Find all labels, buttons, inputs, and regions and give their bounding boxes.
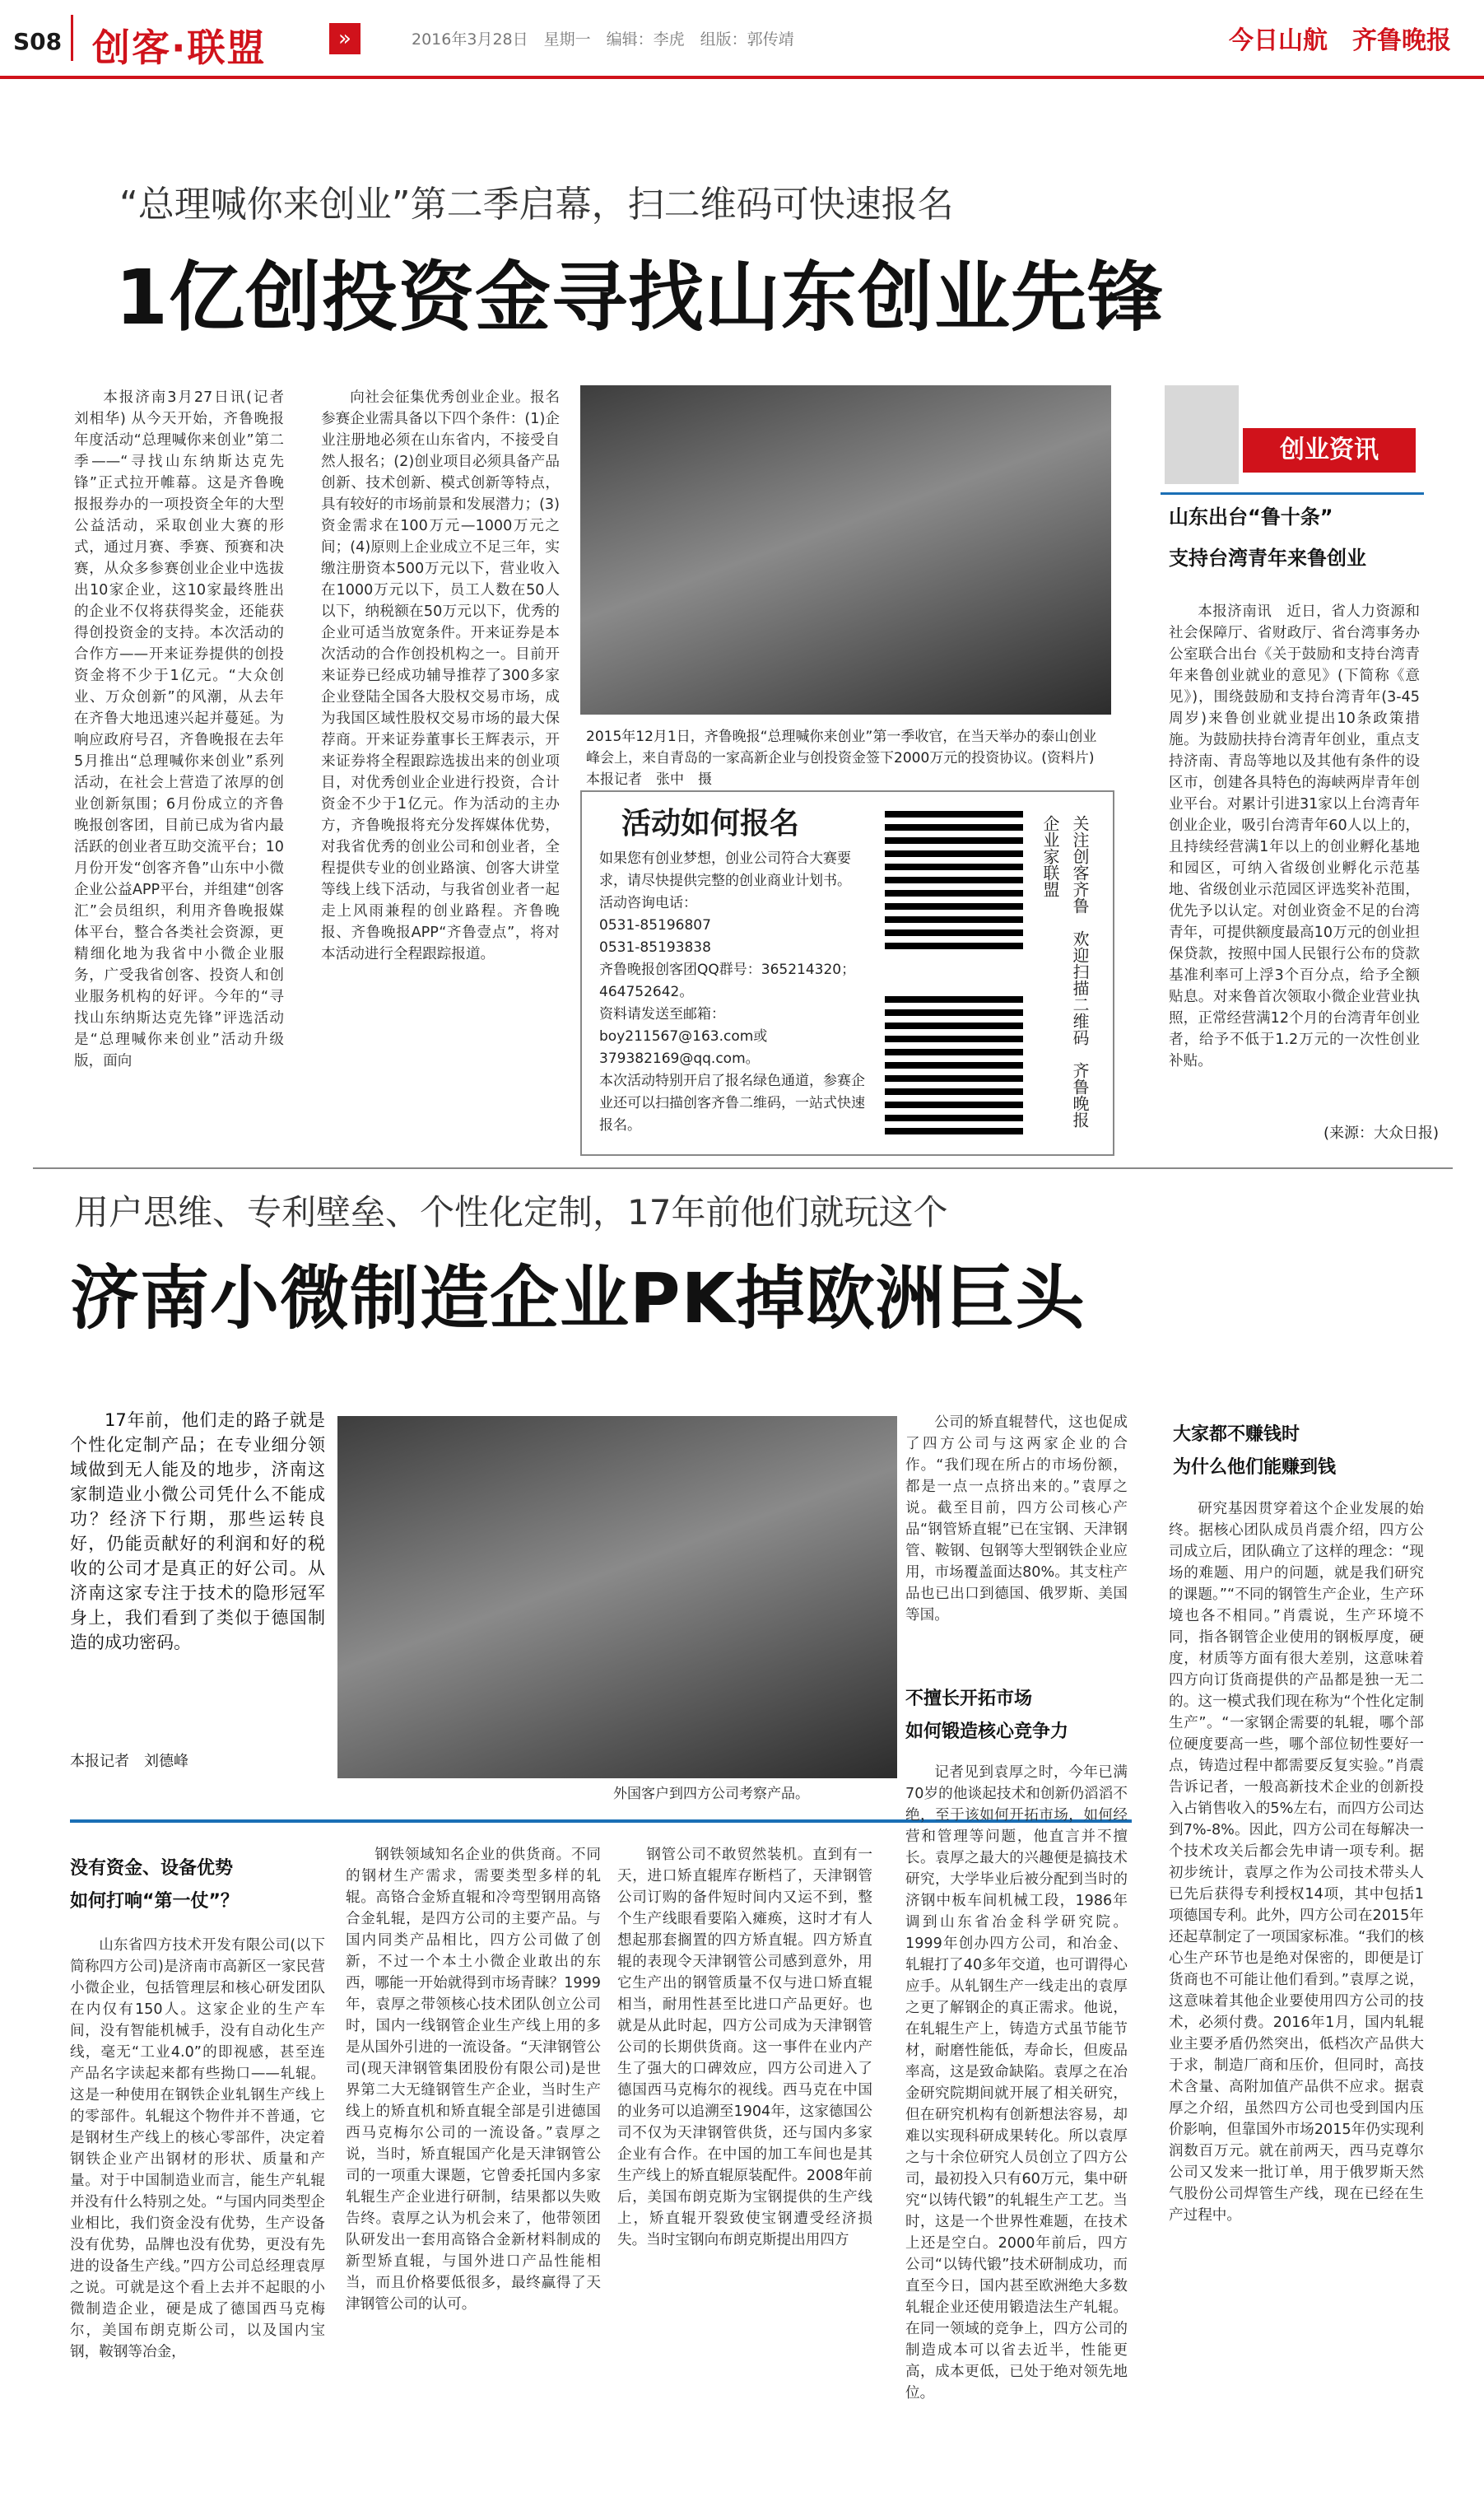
article1-col1: 本报济南3月27日讯(记者 刘相华) 从今天开始，齐鲁晚报年度活动“总理喊你来创业”第二季——“寻找山东纳斯达克先锋”正式拉开帷幕。这是齐鲁晚报报券办的一项投资全年的大型公益活动，采取创业大赛的形式，通过月赛、季赛、预赛和决赛，从众多参赛创业企业中选拔出10家企业，这10家最终胜出的企业不仅将获得奖金，还能获得创投资金的支持。本次活动的合作方——开来证券提供的创投资金将不少于1亿元。“大众创业、万众创新”的风潮，从去年在齐鲁大地迅速兴起并蔓延。为响应政府号召，齐鲁晚报在去年5月推出“总理喊你来创业”系列活动，在社会上营造了浓厚的创业创新氛围；6月份成立的齐鲁晚报创客团，目前已成为省内最活跃的创业者互助交流平台；10月份开发“创客齐鲁”山东中小微企业公益APP平台，并组建“创客汇”会员组织，利用齐鲁晚报媒体平台，整合各类社会资源，更精细化地为我省中小微企业服务，广受我省创客、投资人和创业服务机构的好评。今年的“寻找山东纳斯达克先锋”评选活动是“总理喊你来创业”活动升级版，面向 (74, 389, 284, 1069)
article2-low-col3: 钢管公司不敢贸然装机。直到有一天，进口矫直辊库存断档了，天津钢管公司订购的备件短时间内又运不到，整个生产线眼看要陷入瘫痪，这时才有人想起那套搁置的四方矫直辊。四方矫直辊的表现令天津钢管公司感到意外，用它生产出的钢管质量不仅与进口矫直辊相当，耐用性甚至比进口产品更好。也就是从此时起，四方公司成为天津钢管公司的长期供货商。这一事件在业内产生了强大的口碑效应，四方公司进入了德国西马克梅尔的视线。西马克在中国的业务可以追溯至1904年，这家德国公司不仅为天津钢管供货，还与国内多家企业有合作。在中国的加工车间也是其生产线上的矫直辊原装配件。2008年前后，美国布朗克斯为宝钢提供的生产线上，矫直辊开裂致使宝钢遭受经济损失。当时宝钢向布朗克斯提出用四方 (617, 1847, 872, 2248)
sub1-line2: 如何锻造核心竞争力 (905, 1721, 1069, 1742)
article1-kicker: “总理喊你来创业”第二季启幕，扫二维码可快速报名 (119, 184, 954, 226)
badge-figure-icon (1165, 385, 1239, 484)
article1-col2: 向社会征集优秀创业企业。报名参赛企业需具备以下四个条件：(1)企业注册地必须在山东省内，不接受自然人报名；(2)创业项目必须具备产品创新、技术创新、模式创新等特点，具有较好的市场前景和发展潜力；(3)资金需求在100万元—1000万元之间；(4)原则上企业成立不足三年，实缴注册资本500万元以下，营业收入在1000万元以下，员工人数在50人以下，纳税额在50万元以下，优秀的企业可适当放宽条件。开来证券是本次活动的合作创投机构之一。目前开来证券已经成功辅导推荐了300多家企业登陆全国各大股权交易市场，成为我国区域性股权交易市场的最大保荐商。开来证券董事长王辉表示，开来证券将全程跟踪选拔出来的创业项目，对优秀创业企业进行投资，合计资金不少于1亿元。作为活动的主办方，齐鲁晚报将充分发挥媒体优势，对我省优秀的创业公司和创业者，全程提供专业的创业路演、创客大讲堂等线上线下活动，与我省创业者一起走上风雨兼程的创业路程。齐鲁晚报、齐鲁晚报APP“齐鲁壹点”，将对本活动进行全程跟踪报道。 (321, 389, 560, 962)
qr-code-alliance[interactable] (885, 996, 1023, 1134)
article2-lead: 17年前，他们走的路子就是个性化定制产品；在专业细分领域做到无人能及的地步，济南这家制造业小微公司凭什么不能成功？经济下行期，那些运转良好，仍能贡献好的利润和好的税收的公司才是真正的好公司。从济南这家专注于技术的隐形冠军身上，我们看到了类似于德国制造的成功密码。 (70, 1410, 325, 1652)
header-rule (0, 76, 1484, 79)
section-divider (33, 1167, 1453, 1169)
sidebar-rule (1161, 492, 1424, 495)
header-divider (71, 15, 73, 61)
article2-byline: 本报记者 刘德峰 (70, 1753, 188, 1770)
sub1-line1: 不擅长开拓市场 (905, 1689, 1033, 1709)
factory-photo (337, 1416, 897, 1778)
sidebar-title2: 支持台湾青年来鲁创业 (1169, 547, 1366, 570)
signup-text: 如果您有创业梦想，创业公司符合大赛要求，请尽快提供完整的创业商业计划书。 活动咨询电话： 0531-85196807 0531-85193838 齐鲁晚报创客团QQ群号：365214320；464752642。 资料请发送至邮箱：boy211567@163.com或379382169@qq.com。 本次活动特别开启了报名绿色通道，参赛企业还可以扫描创客齐鲁二维码，一站式快速报名。 (599, 850, 865, 1134)
section-title: 创客·联盟 (92, 26, 267, 70)
signup-title: 活动如何报名 (621, 807, 800, 841)
sub2-line1: 大家都不赚钱时 (1173, 1424, 1300, 1445)
date-info: 2016年3月28日 星期一 编辑：李虎 组版：郭传靖 (412, 30, 794, 49)
double-chevron-icon: » (329, 23, 361, 54)
factory-photo-caption: 外国客户到四方公司考察产品。 (613, 1786, 809, 1802)
article2-kicker: 用户思维、专利壁垒、个性化定制，17年前他们就玩这个 (74, 1192, 948, 1232)
summit-photo-caption: 2015年12月1日，齐鲁晚报“总理喊你来创业”第一季收官，在当天举办的泰山创业峰会上，来自青岛的一家高新企业与创投资金签下2000万元的投资协议。(资料片) 本报记者 张中 摄 (586, 729, 1123, 788)
article2-low-col2: 钢铁领域知名企业的供货商。不同的钢材生产需求，需要类型多样的轧辊。高铬合金矫直辊和冷弯型钢用高铬合金轧辊，是四方公司的主要产品。与国内同类产品相比，四方公司做了创新，不过一个本土小微企业敢出的东西，哪能一开始就得到市场青睐？1999年，袁厚之带领核心技术团队创立公司时，国内一线钢管企业生产线上用的多是从国外引进的一流设备。“天津钢管公司(现天津钢管集团股份有限公司)是世界第二大无缝钢管生产企业，当时生产线上的矫直机和矫直辊全部是引进德国西马克梅尔公司的一流设备。”袁厚之说，当时，矫直辊国产化是天津钢管公司的一项重大课题，它曾委托国内多家轧辊生产企业进行研制，结果都以失败告终。袁厚之认为机会来了，他带领团队研发出一套用高铬合金新材料制成的新型矫直辊，与国外进口产品性能相当，而且价格要低很多，最终赢得了天津钢管公司的认可。 (346, 1847, 601, 2313)
page-number: S08 (13, 28, 63, 55)
qr-code-chuangke[interactable] (885, 811, 1023, 949)
sub3-line1: 没有资金、设备优势 (70, 1858, 234, 1879)
article2-mid-col: 记者见到袁厚之时，今年已满70岁的他谈起技术和创新仍滔滔不绝，至于该如何开拓市场，如何经营和管理等问题，他直言并不擅长。袁厚之最大的兴趣便是搞技术研究，大学毕业后被分配到当时的济钢中板车间机械工段，1986年调到山东省冶金科学研究院。1999年创办四方公司，和冶金、轧辊打了40多年交道，也可谓得心应手。从轧钢生产一线走出的袁厚之更了解钢企的真正需求。他说，在轧辊生产上，铸造方式虽节能节材，耐磨性能低，寿命长，但废品率高，这是致命缺陷。袁厚之在冶金研究院期间就开展了相关研究，但在研究机构有创新想法容易，却难以实现科研成果转化。所以袁厚之与十余位研究人员创立了四方公司，最初投入只有60万元，集中研究“以铸代锻”的轧辊生产工艺。当时，这是一个世界性难题，在技术上还是空白。2000年前后，四方公司“以铸代锻”技术研制成功，而直至今日，国内甚至欧洲绝大多数轧辊企业还使用锻造法生产轧辊。在同一领域的竞争上，四方公司的制造成本可以省去近半，性能更高，成本更低，已处于绝对领先地位。 (905, 1764, 1128, 2402)
sub2-line2: 为什么他们能赚到钱 (1173, 1457, 1337, 1478)
sub3-line2: 如何打响“第一仗”？ (70, 1891, 239, 1912)
article1-title: 1亿创投资金寻找山东创业先锋 (115, 254, 1165, 342)
article2-low-col1: 山东省四方技术开发有限公司(以下简称四方公司)是济南市高新区一家民营小微企业，包括管理层和核心研发团队在内仅有150人。这家企业的生产车间，没有智能机械手，没有自动化生产线，毫无“工业4.0”的即视感，甚至连产品名字读起来都有些拗口——轧辊。这是一种使用在钢铁企业轧钢生产线上的零部件。轧辊这个物件并不普通，它是钢材生产线上的核心零部件，决定着钢铁企业产出钢材的形状、质量和产量。对于中国制造业而言，能生产轧辊并没有什么特别之处。“与国内同类型企业相比，我们资金没有优势，生产设备没有优势，品牌也没有优势，更没有先进的设备生产线。”四方公司总经理袁厚之说。可就是这个看上去并不起眼的小微制造企业，硬是成了德国西马克梅尔，美国布朗克斯公司，以及国内宝钢，鞍钢等冶金， (70, 1937, 325, 2360)
sidebar-badge: 创业资讯 (1243, 428, 1416, 473)
qr-note: 关注创客齐鲁 欢迎扫描二维码 齐鲁晚报企业家联盟 (1040, 815, 1090, 1128)
masthead: 今日山航 齐鲁晚报 (1229, 26, 1451, 55)
article2-upper-col: 公司的矫直辊替代，这也促成了四方公司与这两家企业的合作。“我们现在所占的市场份额，都是一点一点挤出来的。”袁厚之说。截至目前，四方公司核心产品“钢管矫直辊”已在宝钢、天津钢管、鞍钢、包钢等大型钢铁企业应用，市场覆盖面达80%。其支柱产品也已出口到德国、俄罗斯、美国等国。 (905, 1414, 1128, 1624)
summit-photo (580, 385, 1111, 715)
sidebar-source: (来源：大众日报) (1324, 1125, 1440, 1142)
article2-right-col: 研究基因贯穿着这个企业发展的始终。据核心团队成员肖震介绍，四方公司成立后，团队确立了这样的理念：“现场的难题、用户的问题，就是我们研究的课题。”“不同的钢管生产企业，生产环境也各不相同。”肖震说，生产环境不同，指各钢管企业使用的钢板厚度，硬度，材质等方面有很大差别，这意味着四方向订货商提供的产品都是独一无二的。这一模式我们现在称为“个性化定制生产”。“一家钢企需要的轧辊，哪个部位硬度要高一些，哪个部位韧性要好一点，铸造过程中都需要反复实验。”肖震告诉记者，一般高新技术企业的创新投入占销售收入的5%左右，而四方公司达到7%-8%。因此，四方公司在每解决一个技术攻关后都会先申请一项专利。据初步统计，袁厚之作为公司技术带头人已先后获得专利授权14项，其中包括1项德国专利。此外，四方公司在2015年还起草制定了一项国家标准。“我们的核心生产环节也是绝对保密的，即便是订货商也不可能让他们看到。”袁厚之说，这意味着其他企业要使用四方公司的技术，必须付费。2016年1月，国内轧辊业主要矛盾仍然突出，低档次产品供大于求，制造厂商和压价，但同时，高技术含量、高附加值产品供不应求。据袁厚之介绍，虽然四方公司也受到国内压价影响，但靠国外市场2015年仍实现利润数百万元。就在前两天，西马克尊尔公司又发来一批订单，用于俄罗斯天然气股份公司焊管生产线，现在已经在生产过程中。 (1169, 1501, 1424, 2224)
article2-title: 济南小微制造企业PK掉欧洲巨头 (70, 1258, 1086, 1339)
sidebar-text: 本报济南讯 近日，省人力资源和社会保障厅、省财政厅、省台湾事务办公室联合出台《关于鼓励和支持台湾青年来鲁创业就业的意见》(下简称《意见》)，围绕鼓励和支持台湾青年(3-45周岁)来鲁创业就业提出10条政策措施。为鼓励扶持台湾青年创业，重点支持济南、青岛等地以及其他有条件的设区市，创建各具特色的海峡两岸青年创业平台。对累计引进31家以上台湾青年创业企业，吸引台湾青年60人以上的，且持续经营满1年以上的创业孵化基地和园区，可纳入省级创业孵化示范基地、省级创业示范园区评选奖补范围，优先予以认定。对创业资金不足的台湾青年，可提供额度最高10万元的创业担保贷款，按照中国人民银行公布的贷款基准利率可上浮3个百分点，给予全额贴息。对来鲁首次领取小微企业营业执照，正常经营满12个月的台湾青年创业者，给予不低于1.2万元的一次性创业补贴。 (1169, 603, 1420, 1069)
sidebar-title1: 山东出台“鲁十条” (1169, 505, 1333, 529)
page-header (0, 0, 1484, 79)
